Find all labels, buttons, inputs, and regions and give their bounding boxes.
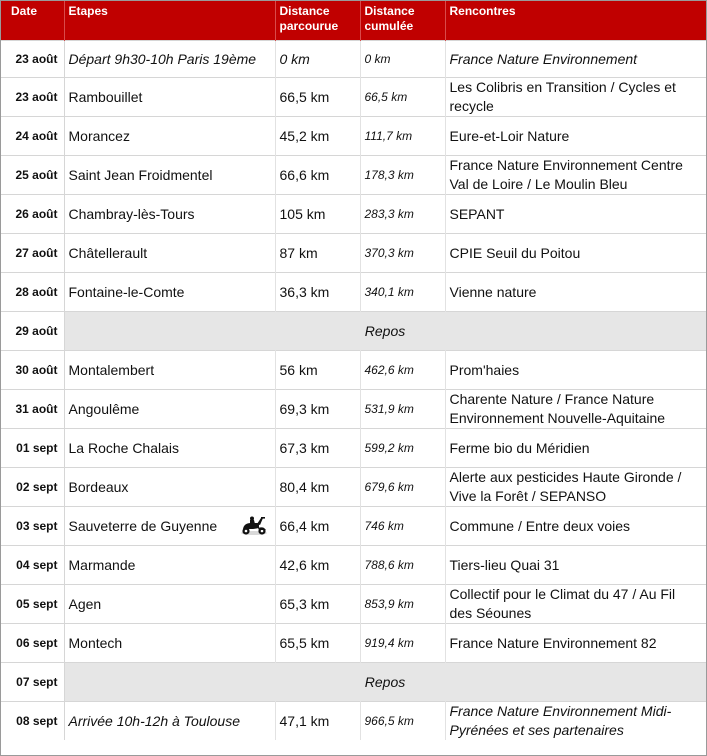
cell-etape [64, 585, 275, 624]
cell-date: 31 août [1, 390, 64, 429]
itinerary-table [1, 1, 707, 740]
cell-cumulee: 746 km [360, 507, 445, 546]
cell-etape [64, 390, 275, 429]
cell-cumulee: 370,3 km [360, 234, 445, 273]
cell-etape [64, 546, 275, 585]
cell-distance: 105 km [275, 195, 360, 234]
cell-distance: 80,4 km [275, 468, 360, 507]
cell-distance: 56 km [275, 351, 360, 390]
cell-rencontres: CPIE Seuil du Poitou [445, 234, 706, 273]
etape-label: Marmande [68, 556, 136, 573]
table-row [1, 117, 706, 156]
etape-label: Morancez [68, 127, 130, 144]
etape-label: Arrivée 10h-12h à Toulouse [68, 712, 240, 729]
table-row [1, 624, 706, 663]
cell-date: 27 août [1, 234, 64, 273]
cell-cumulee: 111,7 km [360, 117, 445, 156]
scooter-icon [239, 515, 269, 537]
cell-distance: 87 km [275, 234, 360, 273]
header-rencontres: Rencontres [445, 1, 706, 41]
cell-etape [64, 273, 275, 312]
etape-label: Angoulême [68, 400, 140, 417]
etape-label: Fontaine-le-Comte [68, 283, 185, 300]
header-row [1, 1, 706, 41]
cell-date: 03 sept [1, 507, 64, 546]
cell-cumulee: 966,5 km [360, 702, 445, 741]
etape-label: La Roche Chalais [68, 439, 180, 456]
table-row [1, 429, 706, 468]
cell-rencontres: France Nature Environnement 82 [445, 624, 706, 663]
cell-distance: 47,1 km [275, 702, 360, 741]
cell-rencontres: SEPANT [445, 195, 706, 234]
cell-date: 23 août [1, 78, 64, 117]
cell-date: 26 août [1, 195, 64, 234]
etape-label: Sauveterre de Guyenne [68, 517, 218, 534]
header-cumulee [360, 1, 445, 41]
table-row [1, 390, 706, 429]
cell-etape [64, 507, 275, 546]
cell-cumulee: 178,3 km [360, 156, 445, 195]
cell-cumulee: 66,5 km [360, 78, 445, 117]
table-row [1, 468, 706, 507]
cell-date: 30 août [1, 351, 64, 390]
cell-repos: Repos [64, 663, 706, 702]
cell-cumulee: 679,6 km [360, 468, 445, 507]
header-distance-line1: Distance [279, 4, 330, 18]
table-row [1, 78, 706, 117]
cell-cumulee: 919,4 km [360, 624, 445, 663]
cell-etape [64, 195, 275, 234]
table-row [1, 702, 706, 741]
cell-distance: 45,2 km [275, 117, 360, 156]
cell-distance: 0 km [275, 41, 360, 78]
cell-rencontres: Alerte aux pesticides Haute Gironde / Vive la Forêt / SEPANSO [445, 468, 706, 507]
cell-cumulee: 599,2 km [360, 429, 445, 468]
table-row [1, 663, 706, 702]
cell-cumulee: 283,3 km [360, 195, 445, 234]
header-cumulee-line2: cumulée [364, 19, 414, 33]
cell-date: 23 août [1, 41, 64, 78]
cell-rencontres: Prom'haies [445, 351, 706, 390]
cell-distance: 66,4 km [275, 507, 360, 546]
cell-rencontres: Commune / Entre deux voies [445, 507, 706, 546]
cell-rencontres: France Nature Environnement [445, 41, 706, 78]
cell-distance: 69,3 km [275, 390, 360, 429]
cell-date: 28 août [1, 273, 64, 312]
header-distance [275, 1, 360, 41]
cell-rencontres: Ferme bio du Méridien [445, 429, 706, 468]
cell-cumulee: 340,1 km [360, 273, 445, 312]
table-row [1, 312, 706, 351]
cell-rencontres: Eure-et-Loir Nature [445, 117, 706, 156]
cell-etape [64, 702, 275, 741]
table-row [1, 273, 706, 312]
cell-rencontres: Vienne nature [445, 273, 706, 312]
etape-label: Départ 9h30-10h Paris 19ème [68, 50, 257, 67]
cell-date: 08 sept [1, 702, 64, 741]
etape-label: Châtellerault [68, 244, 148, 261]
cell-repos: Repos [64, 312, 706, 351]
table-row [1, 156, 706, 195]
cell-date: 07 sept [1, 663, 64, 702]
cell-date: 29 août [1, 312, 64, 351]
cell-cumulee: 531,9 km [360, 390, 445, 429]
cell-cumulee: 462,6 km [360, 351, 445, 390]
cell-etape [64, 78, 275, 117]
cell-distance: 67,3 km [275, 429, 360, 468]
table-row [1, 585, 706, 624]
table-row [1, 546, 706, 585]
cell-cumulee: 788,6 km [360, 546, 445, 585]
cell-distance: 66,5 km [275, 78, 360, 117]
cell-rencontres: Collectif pour le Climat du 47 / Au Fil des Séounes [445, 585, 706, 624]
header-distance-line2: parcourue [279, 19, 339, 33]
cell-rencontres: France Nature Environnement Midi-Pyrénées et ses partenaires [445, 702, 706, 741]
cell-date: 02 sept [1, 468, 64, 507]
cell-etape [64, 468, 275, 507]
header-etapes: Etapes [64, 1, 275, 41]
table-row [1, 507, 706, 546]
etape-label: Montalembert [68, 361, 155, 378]
cell-etape [64, 429, 275, 468]
cell-date: 06 sept [1, 624, 64, 663]
table-row [1, 234, 706, 273]
etape-label: Bordeaux [68, 478, 129, 495]
cell-etape [64, 117, 275, 156]
header-cumulee-line1: Distance [364, 4, 415, 18]
cell-etape [64, 156, 275, 195]
table-row [1, 195, 706, 234]
etape-label: Saint Jean Froidmentel [68, 166, 213, 183]
cell-cumulee: 0 km [360, 41, 445, 78]
table-row [1, 41, 706, 78]
cell-rencontres: Tiers-lieu Quai 31 [445, 546, 706, 585]
cell-rencontres: Les Colibris en Transition / Cycles et recycle [445, 78, 706, 117]
cell-etape [64, 624, 275, 663]
etape-label: Montech [68, 634, 123, 651]
etape-label: Agen [68, 595, 102, 612]
header-date: Date [1, 1, 64, 41]
cell-distance: 42,6 km [275, 546, 360, 585]
cell-rencontres: France Nature Environnement Centre Val de Loire / Le Moulin Bleu [445, 156, 706, 195]
cell-date: 04 sept [1, 546, 64, 585]
cell-etape [64, 41, 275, 78]
table-row [1, 351, 706, 390]
cell-date: 24 août [1, 117, 64, 156]
cell-etape [64, 234, 275, 273]
cell-cumulee: 853,9 km [360, 585, 445, 624]
etape-label: Chambray-lès-Tours [68, 205, 195, 222]
etape-label: Rambouillet [68, 88, 143, 105]
cell-distance: 65,3 km [275, 585, 360, 624]
cell-rencontres: Charente Nature / France Nature Environnement Nouvelle-Aquitaine [445, 390, 706, 429]
cell-distance: 65,5 km [275, 624, 360, 663]
cell-distance: 66,6 km [275, 156, 360, 195]
cell-date: 05 sept [1, 585, 64, 624]
cell-etape [64, 351, 275, 390]
cell-date: 01 sept [1, 429, 64, 468]
cell-distance: 36,3 km [275, 273, 360, 312]
cell-date: 25 août [1, 156, 64, 195]
